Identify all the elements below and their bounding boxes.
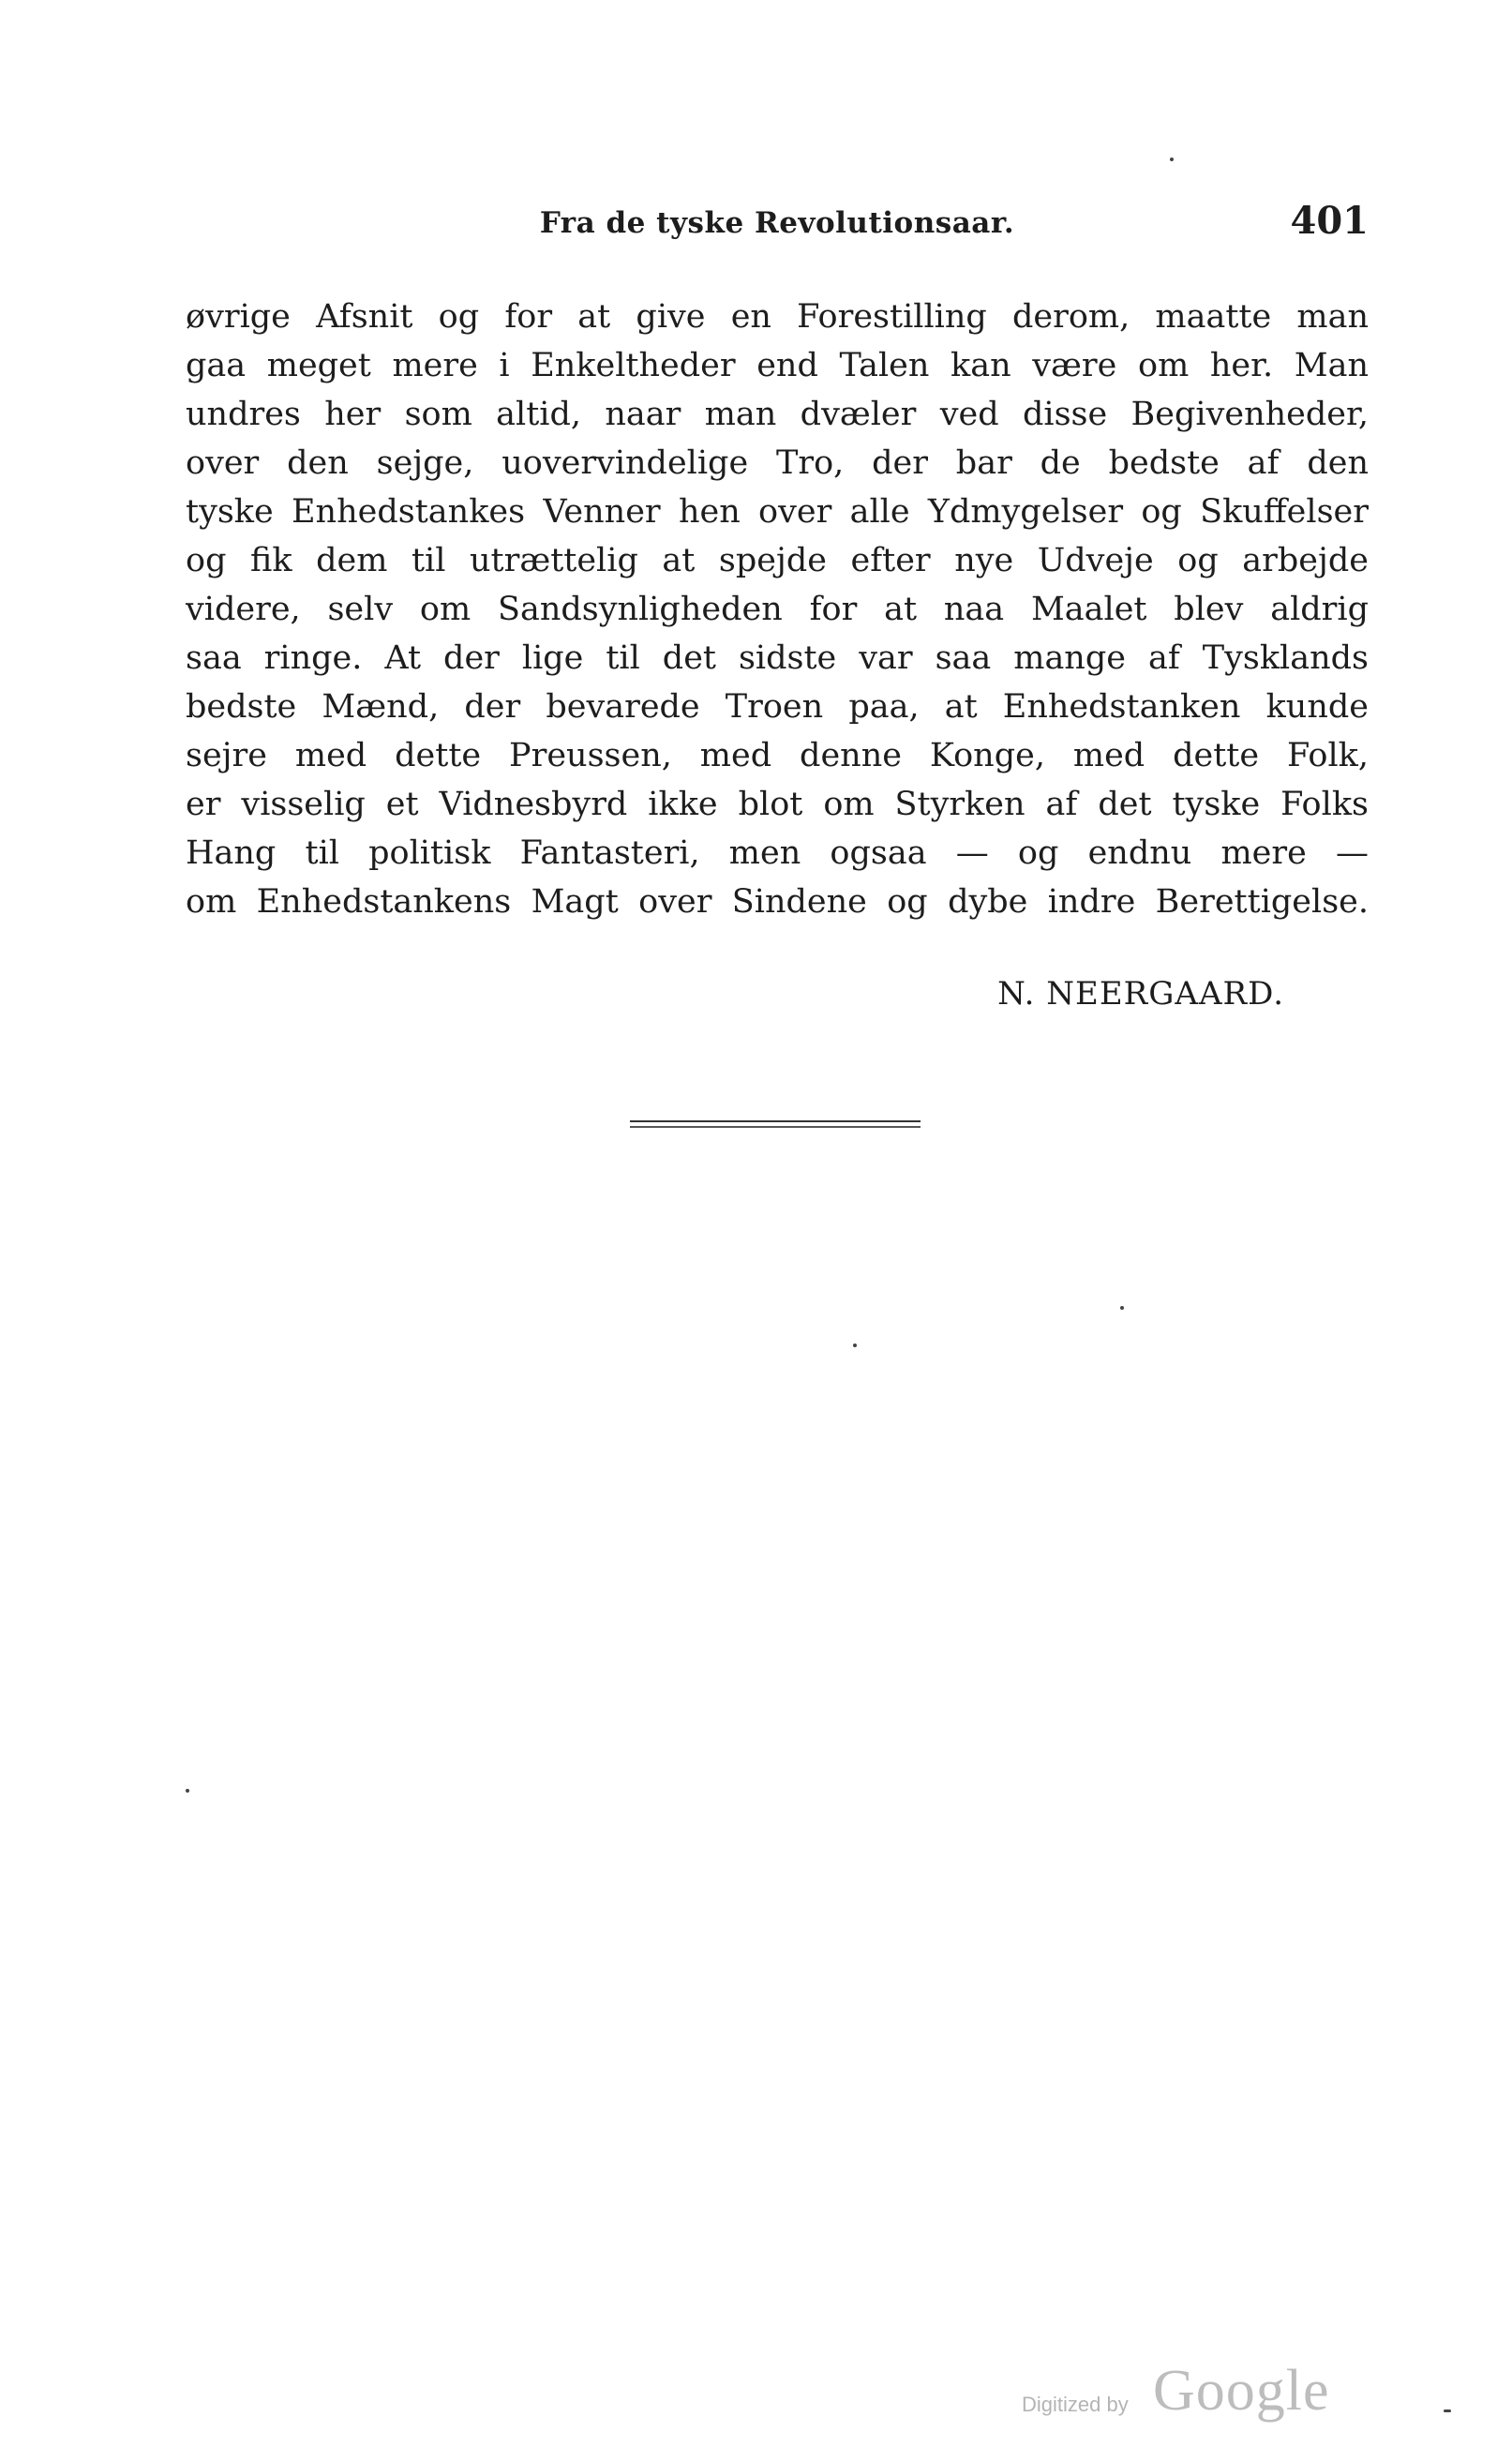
author-signature: N. NEERGAARD.	[997, 975, 1284, 1013]
google-logo: Google	[1153, 2359, 1330, 2423]
scan-speck	[1444, 2409, 1451, 2412]
text-line: sejre med dette Preussen, med denne Konge, med dette Folk,	[186, 737, 1369, 774]
text-line: gaa meget mere i Enkeltheder end Talen kan være om her. Man	[186, 347, 1369, 384]
text-line: øvrige Afsnit og for at give en Forestilling derom, maatte man	[186, 298, 1369, 336]
body-text	[186, 293, 1369, 926]
text-line: er visselig et Vidnesbyrd ikke blot om Styrken af det tyske Folks	[186, 786, 1369, 823]
text-line: Hang til politisk Fantasteri, men ogsaa — og endnu mere —	[186, 834, 1369, 872]
scan-speck	[1120, 1306, 1124, 1310]
watermark-prefix: Digitized by	[1022, 2393, 1129, 2416]
running-head	[186, 199, 1369, 255]
text-line: videre, selv om Sandsynligheden for at naa Maalet blev aldrig	[186, 591, 1369, 628]
section-divider	[630, 1120, 921, 1122]
scan-speck	[186, 1789, 189, 1793]
section-divider-rule	[630, 1126, 921, 1128]
text-line: saa ringe. At der lige til det sidste var saa mange af Tysklands	[186, 639, 1369, 677]
text-line: bedste Mænd, der bevarede Troen paa, at Enhedstanken kunde	[186, 688, 1369, 726]
scan-speck	[853, 1344, 857, 1347]
text-line: undres her som altid, naar man dvæler ved disse Begivenheder,	[186, 396, 1369, 433]
page-number: 401	[1290, 199, 1369, 243]
text-line: om Enhedstankens Magt over Sindene og dybe indre Berettigelse.	[186, 883, 1369, 921]
running-title: Fra de tyske Revolutionsaar.	[539, 206, 1015, 240]
digitized-watermark	[1022, 2359, 1331, 2424]
text-line: og fik dem til utrættelig at spejde efter nye Udveje og arbejde	[186, 542, 1369, 579]
scan-speck	[1170, 158, 1174, 161]
text-line: over den sejge, uovervindelige Tro, der bar de bedste af den	[186, 444, 1369, 482]
text-line: tyske Enhedstankes Venner hen over alle Ydmygelser og Skuffelser	[186, 493, 1369, 531]
